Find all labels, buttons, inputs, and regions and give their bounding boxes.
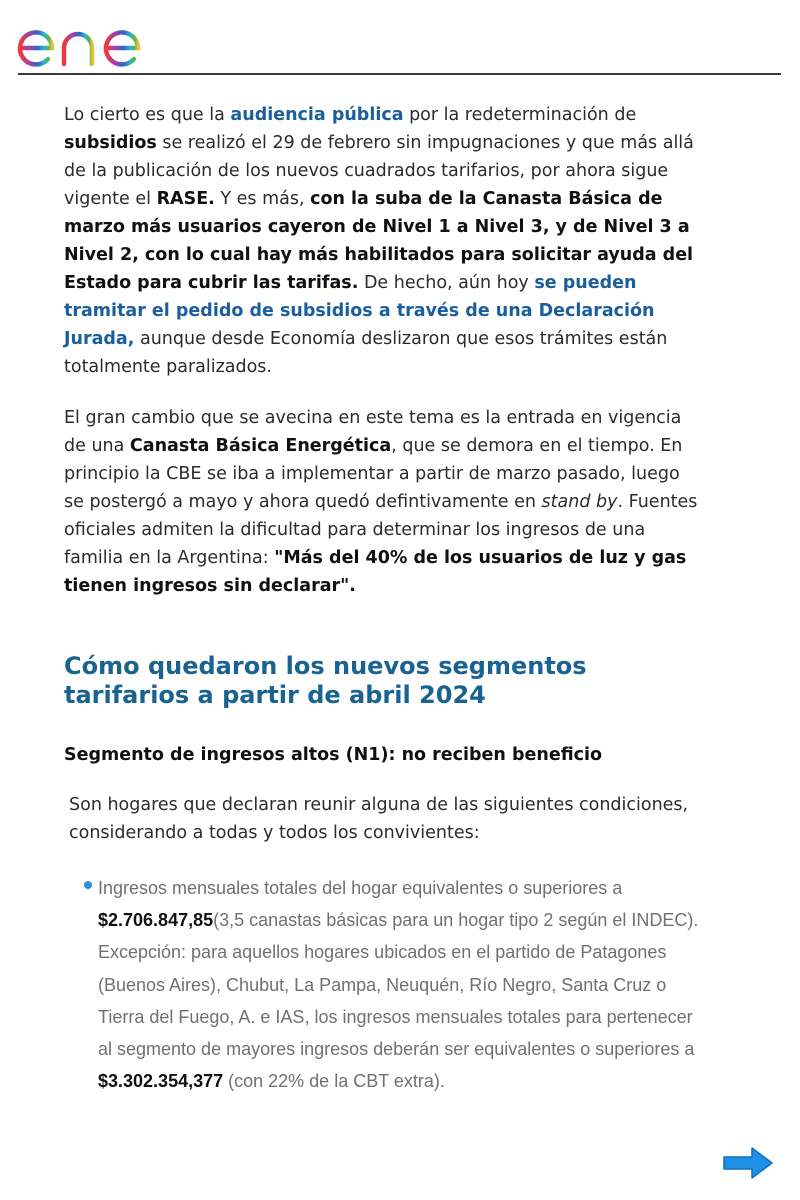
header-divider: [18, 73, 781, 75]
text: Lo cierto es que la: [64, 105, 231, 125]
arrow-right-icon[interactable]: [722, 1146, 774, 1180]
bold-quote: "Más del 40% de los usuarios de luz y gas tienen ingresos sin declarar".: [64, 548, 687, 596]
list-item: [84, 872, 704, 1097]
bold-text: con la suba de la Canasta Básica de marzo más usuarios cayeron de Nivel 1 a Nivel 3, y de Nivel 3 a Nivel 2, con lo cual hay más habilitados para solicitar ayuda del Estado para cubrir las tarifas.: [64, 189, 694, 293]
text: De hecho, aún hoy: [358, 273, 535, 293]
text: Ingresos mensuales totales del hogar equivalentes o superiores a: [98, 878, 623, 898]
text: se realizó el 29 de febrero sin impugnaciones y que más allá de la publicación de los nuevos cuadrados tarifarios, por ahora sigue vigente el: [64, 133, 694, 209]
bold-text: RASE.: [156, 189, 215, 209]
text: aunque desde Economía deslizaron que esos trámites están totalmente paralizados.: [64, 329, 668, 377]
amount: $3.302.354,377: [98, 1071, 224, 1092]
text: El gran cambio que se avecina en este tema es la entrada en vigencia de una: [64, 408, 682, 456]
amount: $2.706.847,85: [98, 910, 214, 931]
bold-text: subsidios: [64, 133, 157, 153]
segment-heading: Segmento de ingresos altos (N1): no reciben beneficio: [64, 745, 603, 765]
logo-text: enel: [16, 8, 19, 9]
bold-text: Canasta Básica Energética: [129, 436, 392, 456]
paragraph-condiciones: Son hogares que declaran reunir alguna de las siguientes condiciones, considerando a todas y todos los convivientes:: [69, 795, 689, 843]
enel-logo[interactable]: [16, 8, 178, 68]
bullet-dot-icon: [84, 881, 92, 889]
paragraph-cbe: [64, 404, 704, 600]
header: [0, 0, 800, 76]
section-heading: Cómo quedaron los nuevos segmentos tarifarios a partir de abril 2024: [64, 652, 587, 709]
link-audiencia-publica[interactable]: audiencia pública: [230, 105, 404, 125]
text: , que se demora en el tiempo. En principio la CBE se iba a implementar a partir de marzo pasado, luego se postergó a mayo y ahora quedó defintivamente en: [64, 436, 683, 512]
text: Y es más,: [214, 189, 311, 209]
link-tramitar-subsidios[interactable]: se pueden tramitar el pedido de subsidios a través de una Declaración Jurada,: [64, 273, 655, 349]
list-item-text: [98, 872, 704, 1097]
paragraph-subsidios: [64, 101, 704, 381]
text: . Fuentes oficiales admiten la dificultad para determinar los ingresos de una familia en la Argentina:: [64, 492, 698, 568]
text: por la redeterminación de: [403, 105, 637, 125]
text: (3,5 canastas básicas para un hogar tipo 2 según el INDEC). Excepción: para aquellos hogares ubicados en el partido de Patagones (Buenos Aires), Chubut, La Pampa, Neuquén, Río Negro, Santa Cruz o Tierra del Fuego, A. e IAS, los ingresos mensuales totales para pertenecer al segmento de mayores ingresos deberán ser equivalentes o superiores a: [98, 910, 699, 1060]
italic-text: stand by: [541, 492, 618, 512]
text: (con 22% de la CBT extra).: [223, 1071, 445, 1092]
